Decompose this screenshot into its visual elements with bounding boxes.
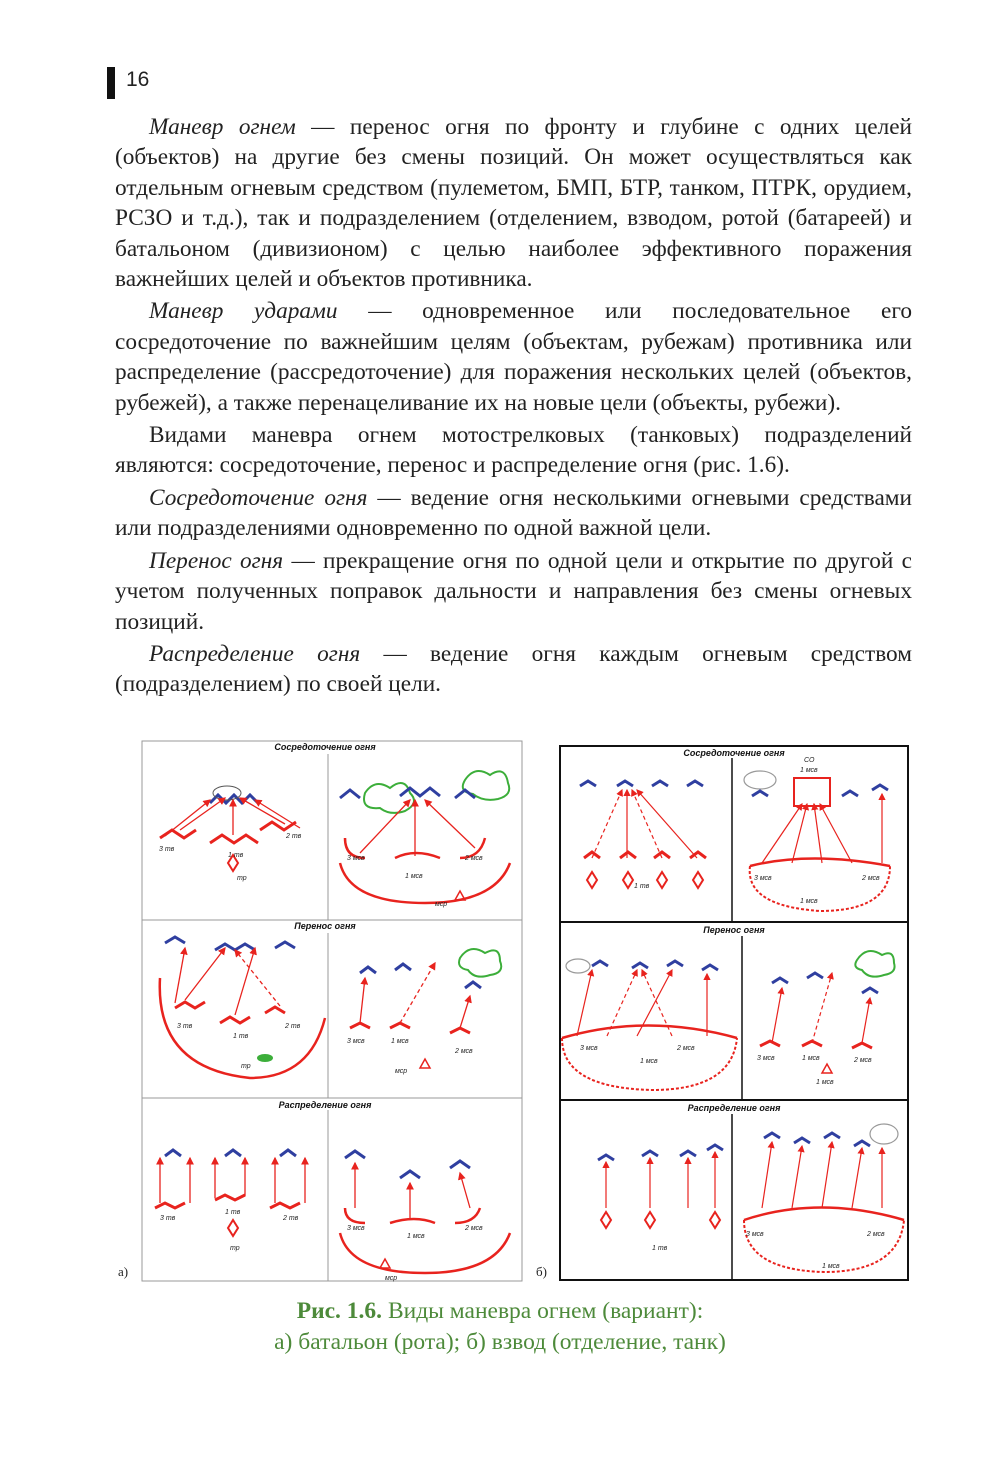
label-1tv: 1 тв [228, 852, 244, 859]
label-msr: мср [395, 1068, 408, 1075]
panel-title-transfer: Перенос огня [703, 925, 765, 935]
caption-line-2: а) батальон (рота); б) взвод (отделение, танк) [274, 1329, 726, 1355]
term: Сосредоточение огня [149, 484, 368, 511]
label-3msv: 3 мсв [580, 1045, 598, 1052]
label-msr: мср [435, 901, 448, 908]
term: Распределение огня [149, 640, 361, 667]
panel-title-transfer: Перенос огня [294, 921, 356, 931]
label-tr: тр [237, 875, 247, 882]
figure-caption [0, 1296, 1000, 1358]
label-3tv: 3 тв [177, 1023, 193, 1030]
transfer-company-sketch [347, 949, 501, 1075]
paragraph [115, 112, 912, 294]
label-3msv: 3 мсв [347, 1225, 365, 1232]
paragraph [115, 639, 912, 700]
concentration-battalion-sketch [340, 771, 510, 908]
label-1msv-top: 1 мсв [800, 767, 818, 774]
distribution-platoon-sketch [598, 1145, 723, 1252]
paragraph [115, 546, 912, 637]
label-2msv: 2 мсв [677, 1045, 695, 1052]
figure-label-b: б) [536, 1264, 547, 1279]
caption-number: Рис. 1.6. [296, 1298, 383, 1324]
label-3msv: 3 мсв [746, 1231, 764, 1238]
figure-a [115, 738, 525, 1284]
label-1msv: 1 мсв [405, 873, 423, 880]
concentration-platoon-sketch [580, 781, 706, 890]
caption-line-1 [0, 1296, 1000, 1327]
paragraph-text: — прекращение огня по одной цели и открытие по другой с учетом полученных поправок дальности и направления без смены огневых позиций. [115, 547, 912, 635]
label-2tv: 2 тв [283, 1215, 299, 1222]
label-1msv-below: 1 мсв [816, 1079, 834, 1086]
label-1msv: 1 мсв [407, 1233, 425, 1240]
panel-title-distribution: Распределение огня [278, 1100, 372, 1110]
term: Маневр огнем [149, 114, 296, 140]
distribution-company-sketch [155, 1150, 305, 1252]
paragraph-text: — ведение огня несколькими огневыми средствами или подразделениями одновременно по одной важной цели. [115, 484, 912, 542]
label-2msv: 2 мсв [465, 1225, 483, 1232]
figure-a-diagram [115, 738, 525, 1284]
label-2msv: 2 мсв [465, 855, 483, 862]
concentration-company-sketch [159, 786, 302, 882]
label-2msv: 2 мсв [867, 1231, 885, 1238]
label-3msv: 3 мсв [347, 1038, 365, 1045]
transfer-battalion-sketch [160, 937, 325, 1078]
label-1tv: 1 тв [634, 883, 650, 890]
paragraph [115, 420, 912, 481]
label-3tv: 3 тв [159, 846, 175, 853]
paragraph-text: — ведение огня каждым огневым средством (подразделением) по своей цели. [115, 640, 912, 698]
paragraph-text: Видами маневра огнем мотострелковых (танковых) подразделений являются: сосредоточение, перенос и распределение огня (рис. 1.6). [115, 422, 912, 479]
concentration-squad-sketch [744, 757, 890, 911]
page-number: 16 [126, 68, 150, 91]
label-1msv: 1 мсв [391, 1038, 409, 1045]
figure-label-a: а) [118, 1264, 129, 1279]
label-2tv: 2 тв [285, 1023, 301, 1030]
label-3msv: 3 мсв [754, 875, 772, 882]
label-2tv: 2 тв [286, 833, 302, 840]
term: Маневр ударами [149, 298, 338, 325]
label-3msv: 3 мсв [347, 855, 365, 862]
label-1msv: 1 мсв [640, 1058, 658, 1065]
paragraph [115, 296, 912, 418]
label-1tv: 1 тв [233, 1033, 249, 1040]
label-1tv: 1 тв [225, 1209, 241, 1216]
label-so: СО [804, 757, 815, 764]
paragraph-text: — одновременное или последовательное его сосредоточение по важнейшим целям (объектам, рубежам) противника или распределение (рассредоточение) для поражения нескольких целей (объектов, рубежей), а также перенацеливание их на новые цели (объекты, рубежи). [115, 298, 912, 416]
label-tr: тр [241, 1063, 251, 1070]
paragraph [115, 483, 912, 544]
panel-title-distribution: Распределение огня [687, 1103, 781, 1113]
caption-title: Виды маневра огнем (вариант): [382, 1298, 704, 1324]
label-1tv: 1 тв [652, 1245, 668, 1252]
label-1msv: 1 мсв [800, 898, 818, 905]
term: Перенос огня [149, 547, 284, 574]
distribution-squad-sketch [744, 1124, 904, 1272]
label-tr: тр [230, 1245, 240, 1252]
distribution-battalion-sketch [340, 1151, 510, 1282]
panel-title-concentration: Сосредоточение огня [683, 748, 785, 758]
page-number-bar [107, 67, 115, 99]
body-text [115, 112, 912, 702]
label-msr: мср [385, 1275, 398, 1282]
paragraph-text: — перенос огня по фронту и глубине с одних целей (объектов) на другие без смены позиций. Он может осуществляться как отдельным огневым средством (пулеметом, БМП, БТР, танком, ПТРК, орудием, РСЗО и т.д.), так и подразделением (отделением, взводом, ротой (батареей) и батальоном (дивизионом) с целью наиболее эффективного поражения важнейших целей и объектов противника. [115, 114, 913, 293]
transfer-platoon-sketch [562, 959, 737, 1090]
panel-title-concentration: Сосредоточение огня [274, 742, 376, 752]
transfer-squad-sketch [757, 951, 895, 1086]
label-2msv: 2 мсв [854, 1057, 872, 1064]
label-1msv: 1 мсв [802, 1055, 820, 1062]
label-1msv: 1 мсв [822, 1263, 840, 1270]
label-2msv: 2 мсв [455, 1048, 473, 1055]
label-3tv: 3 тв [160, 1215, 176, 1222]
label-3msv: 3 мсв [757, 1055, 775, 1062]
figure-b-diagram [532, 738, 912, 1284]
label-2msv: 2 мсв [862, 875, 880, 882]
figure-b [532, 738, 912, 1284]
